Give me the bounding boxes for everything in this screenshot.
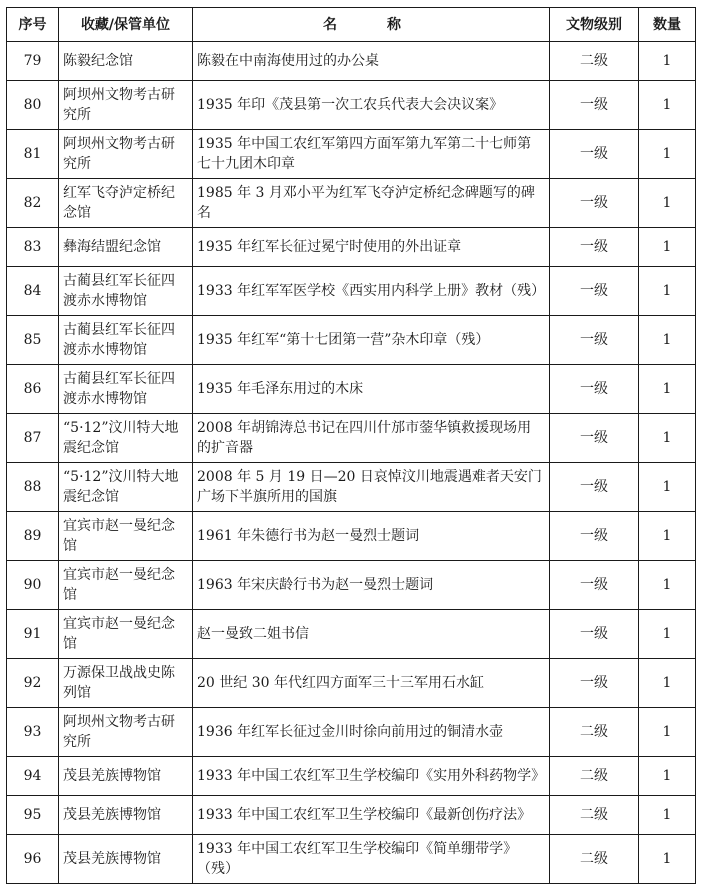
row-level: 一级 xyxy=(550,316,639,365)
row-name: 2008 年 5 月 19 日—20 日哀悼汶川地震遇难者天安门广场下半旗所用的国旗 xyxy=(193,463,550,512)
row-unit: 宜宾市赵一曼纪念馆 xyxy=(59,561,193,610)
relics-table-container xyxy=(6,7,695,884)
row-name: 1935 年印《茂县第一次工农兵代表大会决议案》 xyxy=(193,81,550,130)
row-name: 赵一曼致二姐书信 xyxy=(193,610,550,659)
header-index: 序号 xyxy=(7,8,59,42)
row-qty: 1 xyxy=(639,42,696,81)
header-name: 名 称 xyxy=(193,8,550,42)
row-level: 一级 xyxy=(550,659,639,708)
row-index: 89 xyxy=(7,512,59,561)
row-level: 二级 xyxy=(550,757,639,796)
row-index: 90 xyxy=(7,561,59,610)
header-level: 文物级别 xyxy=(550,8,639,42)
header-unit: 收藏/保管单位 xyxy=(59,8,193,42)
row-level: 二级 xyxy=(550,708,639,757)
row-level: 一级 xyxy=(550,463,639,512)
table-row xyxy=(7,267,696,316)
relics-table xyxy=(6,7,696,884)
row-qty: 1 xyxy=(639,708,696,757)
row-level: 一级 xyxy=(550,610,639,659)
table-row xyxy=(7,835,696,884)
row-name: 陈毅在中南海使用过的办公桌 xyxy=(193,42,550,81)
row-qty: 1 xyxy=(639,512,696,561)
row-qty: 1 xyxy=(639,414,696,463)
row-unit: 茂县羌族博物馆 xyxy=(59,796,193,835)
row-unit: 古蔺县红军长征四渡赤水博物馆 xyxy=(59,365,193,414)
row-unit: 宜宾市赵一曼纪念馆 xyxy=(59,512,193,561)
row-index: 84 xyxy=(7,267,59,316)
row-qty: 1 xyxy=(639,610,696,659)
row-unit: 古蔺县红军长征四渡赤水博物馆 xyxy=(59,316,193,365)
row-qty: 1 xyxy=(639,796,696,835)
row-unit: “5·12”汶川特大地震纪念馆 xyxy=(59,414,193,463)
row-level: 二级 xyxy=(550,835,639,884)
header-row xyxy=(7,8,696,42)
row-qty: 1 xyxy=(639,659,696,708)
row-unit: 古蔺县红军长征四渡赤水博物馆 xyxy=(59,267,193,316)
table-row xyxy=(7,365,696,414)
row-level: 一级 xyxy=(550,512,639,561)
row-level: 一级 xyxy=(550,179,639,228)
row-qty: 1 xyxy=(639,463,696,512)
row-name: 1961 年朱德行书为赵一曼烈士题词 xyxy=(193,512,550,561)
table-row xyxy=(7,463,696,512)
row-level: 一级 xyxy=(550,81,639,130)
row-index: 96 xyxy=(7,835,59,884)
row-qty: 1 xyxy=(639,130,696,179)
row-qty: 1 xyxy=(639,228,696,267)
table-row xyxy=(7,179,696,228)
row-unit: 红军飞夺泸定桥纪念馆 xyxy=(59,179,193,228)
table-row xyxy=(7,561,696,610)
row-level: 一级 xyxy=(550,228,639,267)
row-unit: 阿坝州文物考古研究所 xyxy=(59,130,193,179)
row-level: 一级 xyxy=(550,561,639,610)
row-unit: 茂县羌族博物馆 xyxy=(59,757,193,796)
row-index: 80 xyxy=(7,81,59,130)
row-index: 88 xyxy=(7,463,59,512)
row-qty: 1 xyxy=(639,561,696,610)
row-name: 1985 年 3 月邓小平为红军飞夺泸定桥纪念碑题写的碑名 xyxy=(193,179,550,228)
row-level: 一级 xyxy=(550,267,639,316)
row-index: 83 xyxy=(7,228,59,267)
row-name: 2008 年胡锦涛总书记在四川什邡市蓥华镇救援现场用的扩音器 xyxy=(193,414,550,463)
row-unit: 茂县羌族博物馆 xyxy=(59,835,193,884)
row-name: 1933 年红军军医学校《西实用内科学上册》教材（残） xyxy=(193,267,550,316)
table-row xyxy=(7,42,696,81)
table-row xyxy=(7,130,696,179)
row-name: 1935 年毛泽东用过的木床 xyxy=(193,365,550,414)
row-level: 一级 xyxy=(550,365,639,414)
row-name: 1936 年红军长征过金川时徐向前用过的铜清水壶 xyxy=(193,708,550,757)
row-level: 一级 xyxy=(550,130,639,179)
row-name: 1963 年宋庆龄行书为赵一曼烈士题词 xyxy=(193,561,550,610)
table-row xyxy=(7,414,696,463)
table-row xyxy=(7,708,696,757)
row-name: 1935 年红军长征过冕宁时使用的外出证章 xyxy=(193,228,550,267)
row-name: 20 世纪 30 年代红四方面军三十三军用石水缸 xyxy=(193,659,550,708)
row-unit: 万源保卫战战史陈列馆 xyxy=(59,659,193,708)
row-index: 94 xyxy=(7,757,59,796)
table-row xyxy=(7,316,696,365)
table-row xyxy=(7,796,696,835)
table-row xyxy=(7,659,696,708)
row-qty: 1 xyxy=(639,179,696,228)
row-qty: 1 xyxy=(639,316,696,365)
row-name: 1933 年中国工农红军卫生学校编印《实用外科药物学》 xyxy=(193,757,550,796)
table-row xyxy=(7,81,696,130)
table-row xyxy=(7,757,696,796)
row-index: 93 xyxy=(7,708,59,757)
row-unit: 宜宾市赵一曼纪念馆 xyxy=(59,610,193,659)
row-index: 86 xyxy=(7,365,59,414)
row-index: 79 xyxy=(7,42,59,81)
row-unit: 陈毅纪念馆 xyxy=(59,42,193,81)
row-index: 82 xyxy=(7,179,59,228)
row-name: 1935 年中国工农红军第四方面军第九军第二十七师第七十九团木印章 xyxy=(193,130,550,179)
row-level: 二级 xyxy=(550,42,639,81)
row-qty: 1 xyxy=(639,267,696,316)
row-qty: 1 xyxy=(639,365,696,414)
row-qty: 1 xyxy=(639,835,696,884)
row-unit: 彝海结盟纪念馆 xyxy=(59,228,193,267)
table-row xyxy=(7,610,696,659)
row-index: 85 xyxy=(7,316,59,365)
table-row xyxy=(7,512,696,561)
row-level: 一级 xyxy=(550,414,639,463)
row-index: 87 xyxy=(7,414,59,463)
row-name: 1935 年红军“第十七团第一营”杂木印章（残） xyxy=(193,316,550,365)
row-index: 92 xyxy=(7,659,59,708)
row-unit: 阿坝州文物考古研究所 xyxy=(59,708,193,757)
row-qty: 1 xyxy=(639,81,696,130)
row-unit: “5·12”汶川特大地震纪念馆 xyxy=(59,463,193,512)
row-index: 81 xyxy=(7,130,59,179)
row-name: 1933 年中国工农红军卫生学校编印《简单绷带学》（残） xyxy=(193,835,550,884)
table-row xyxy=(7,228,696,267)
header-qty: 数量 xyxy=(639,8,696,42)
row-index: 95 xyxy=(7,796,59,835)
row-index: 91 xyxy=(7,610,59,659)
row-qty: 1 xyxy=(639,757,696,796)
row-name: 1933 年中国工农红军卫生学校编印《最新创伤疗法》 xyxy=(193,796,550,835)
row-unit: 阿坝州文物考古研究所 xyxy=(59,81,193,130)
row-level: 二级 xyxy=(550,796,639,835)
